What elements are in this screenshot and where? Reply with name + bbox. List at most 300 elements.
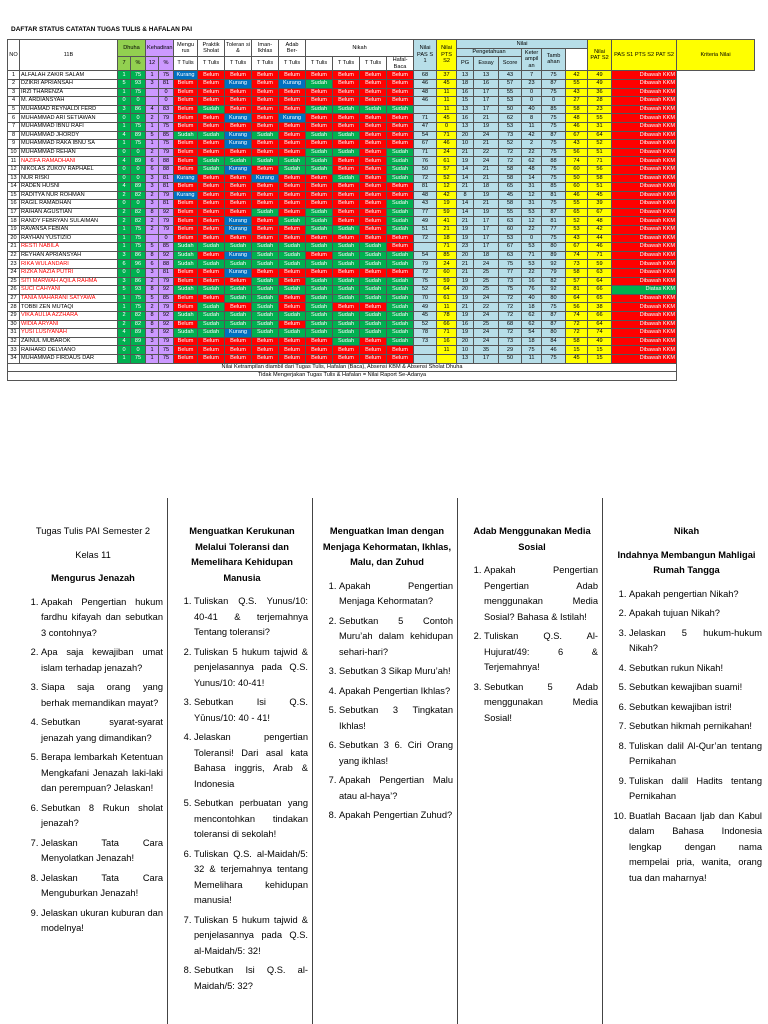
question-item: 8. Apakah Pengertian Zuhud? — [339, 808, 453, 824]
dhuha-pct: 93 — [131, 79, 146, 88]
kriteria-nilai: Dibawah KKM — [612, 260, 677, 269]
adab-header: Adab Ber- — [279, 40, 306, 57]
nilai-total: 39 — [588, 200, 612, 209]
status-badge: Sudah — [279, 286, 306, 295]
row-number: 14 — [8, 183, 20, 192]
status-badge: Sudah — [333, 286, 360, 295]
class-header: 11B — [20, 40, 118, 71]
kriteria-nilai: Dibawah KKM — [612, 148, 677, 157]
student-name: RADITYA NUR ROHMAN — [20, 191, 118, 200]
nilai-pg: 13 — [457, 105, 474, 114]
nilai-pas: 72 — [414, 174, 437, 183]
nilai-keterampilan: 31 — [522, 200, 542, 209]
status-badge: Belum — [279, 337, 306, 346]
dhuha-count: 1 — [118, 303, 131, 312]
table-row — [8, 200, 755, 209]
dhuha-pct: 75 — [131, 294, 146, 303]
nilai-pts: 0 — [437, 122, 457, 131]
status-badge: Sudah — [360, 260, 387, 269]
student-name: MUHAMMAD JHORDY — [20, 131, 118, 140]
nilai-pts: 19 — [437, 200, 457, 209]
nilai-keterampilan: 22 — [522, 148, 542, 157]
status-badge: Sudah — [387, 329, 414, 338]
status-badge: Sudah — [387, 294, 414, 303]
nilai-pts: 37 — [437, 71, 457, 80]
status-badge: Sudah — [333, 329, 360, 338]
status-badge: Belum — [198, 269, 225, 278]
dhuha-count: 2 — [118, 191, 131, 200]
kehadiran-count: 1 — [146, 354, 159, 363]
kehadiran-pct: 88 — [159, 157, 174, 166]
nilai-tambahan: 87 — [542, 79, 566, 88]
nilai-keterampilan: 54 — [522, 329, 542, 338]
keterampilan-header: Keter ampil an — [522, 48, 542, 71]
status-badge: Belum — [333, 122, 360, 131]
status-badge: Belum — [360, 71, 387, 80]
status-badge: Sudah — [360, 277, 387, 286]
status-badge: Belum — [225, 71, 252, 80]
kehadiran-pct: 79 — [159, 217, 174, 226]
nilai-pas: 71 — [414, 148, 437, 157]
status-badge: Sudah — [252, 277, 279, 286]
status-badge: Belum — [198, 234, 225, 243]
table-row — [8, 122, 755, 131]
nilai-tambahan: 82 — [542, 277, 566, 286]
dhuha-pct: 89 — [131, 329, 146, 338]
status-badge: Sudah — [306, 277, 333, 286]
nilai-pts: 21 — [437, 226, 457, 235]
status-badge: Belum — [174, 97, 198, 106]
nilai-header: Nilai — [457, 40, 588, 49]
student-name: M. ARDIANSYAH — [20, 97, 118, 106]
question-list — [466, 563, 598, 726]
row-number: 18 — [8, 217, 20, 226]
dhuha-count: 4 — [118, 329, 131, 338]
nilai-pat: 56 — [566, 148, 588, 157]
row-number: 22 — [8, 251, 20, 260]
nilai-pat: 58 — [566, 269, 588, 278]
status-badge: Sudah — [333, 320, 360, 329]
nilai-pg: 19 — [457, 157, 474, 166]
kehadiran-count: 2 — [146, 148, 159, 157]
table-body — [8, 71, 755, 363]
status-badge: Belum — [225, 234, 252, 243]
kehadiran-count: 8 — [146, 312, 159, 321]
status-badge: Belum — [279, 320, 306, 329]
nilai-pts: 71 — [437, 243, 457, 252]
status-badge: Sudah — [174, 329, 198, 338]
table-row — [8, 251, 755, 260]
dhuha-pct: 82 — [131, 312, 146, 321]
status-badge: Belum — [198, 88, 225, 97]
status-badge: Belum — [252, 226, 279, 235]
kehadiran-pct: 75 — [159, 71, 174, 80]
nilai-score: 52 — [499, 140, 522, 149]
ttulis-header: T Tulis — [333, 57, 360, 71]
status-badge: Belum — [225, 200, 252, 209]
table-row — [8, 277, 755, 286]
student-name: TANIA MAHARANI SATYAWA — [20, 294, 118, 303]
nilai-pas: 76 — [414, 157, 437, 166]
student-name: MUHAMMAD RAKA IBNU SA — [20, 140, 118, 149]
question-item: 5. Sebutkan kewajiban suami! — [629, 680, 762, 696]
question-item: 6. Sebutkan 8 Rukun sholat jenazah? — [41, 801, 163, 832]
dhuha-count: 0 — [118, 200, 131, 209]
dhuha-count: 1 — [118, 226, 131, 235]
status-badge: Sudah — [174, 131, 198, 140]
nilai-tambahan: 75 — [542, 174, 566, 183]
nilai-pas: 50 — [414, 165, 437, 174]
nilai-pg: 21 — [457, 217, 474, 226]
status-badge: Belum — [252, 269, 279, 278]
status-badge: Belum — [279, 71, 306, 80]
kriteria-nilai: Dibawah KKM — [612, 303, 677, 312]
kehadiran-count-header: 12 — [146, 57, 159, 71]
status-badge: Sudah — [198, 165, 225, 174]
status-badge: Belum — [225, 122, 252, 131]
nilai-pts: 52 — [437, 174, 457, 183]
nilai-pas: 45 — [414, 312, 437, 321]
nilai-total: 66 — [588, 286, 612, 295]
status-badge: Belum — [279, 354, 306, 363]
status-badge: Sudah — [387, 174, 414, 183]
status-badge: Belum — [174, 269, 198, 278]
iman-header: Iman- Ikhlas — [252, 40, 279, 57]
nilai-pat: 58 — [566, 105, 588, 114]
nilai-pat: 64 — [566, 294, 588, 303]
nilai-essay: 13 — [474, 71, 499, 80]
nilai-tambahan: 92 — [542, 260, 566, 269]
nilai-pg: 20 — [457, 251, 474, 260]
status-badge: Sudah — [387, 312, 414, 321]
nilai-pts: 71 — [437, 329, 457, 338]
nilai-pas — [414, 243, 437, 252]
status-badge: Kurang — [174, 191, 198, 200]
dhuha-count: 4 — [118, 337, 131, 346]
nilai-tambahan: 46 — [542, 346, 566, 355]
kriteria-nilai: Dibawah KKM — [612, 234, 677, 243]
status-badge: Belum — [225, 277, 252, 286]
status-badge: Sudah — [252, 208, 279, 217]
status-badge: Sudah — [387, 320, 414, 329]
status-badge: Belum — [279, 208, 306, 217]
status-badge: Sudah — [333, 105, 360, 114]
kehadiran-pct: 92 — [159, 312, 174, 321]
kehadiran-count: 8 — [146, 208, 159, 217]
nilai-pat: 43 — [566, 140, 588, 149]
status-badge: Belum — [252, 183, 279, 192]
dhuha-pct: 75 — [131, 234, 146, 243]
nilai-pas: 46 — [414, 97, 437, 106]
status-badge: Belum — [387, 131, 414, 140]
kriteria-nilai: Dibawah KKM — [612, 226, 677, 235]
status-badge: Sudah — [306, 131, 333, 140]
class-label: Kelas 11 — [75, 549, 111, 560]
status-badge: Sudah — [198, 131, 225, 140]
status-badge: Belum — [387, 122, 414, 131]
question-item: 4. Jelaskan pengertian Toleransi! Dari asal kata Bahasa inggris, Arab & Indonesia — [194, 730, 308, 792]
status-badge: Belum — [198, 148, 225, 157]
status-badge: Sudah — [306, 226, 333, 235]
status-badge: Belum — [174, 303, 198, 312]
nilai-pas: 51 — [414, 226, 437, 235]
status-badge: Sudah — [306, 329, 333, 338]
nilai-pat: 73 — [566, 260, 588, 269]
nilai-pts: 46 — [437, 140, 457, 149]
kehadiran-pct: 92 — [159, 251, 174, 260]
kehadiran-count: 1 — [146, 122, 159, 131]
column-mengurus-jenazah — [15, 498, 167, 1024]
dhuha-pct: 0 — [131, 114, 146, 123]
question-item: 5. Sebutkan 3 Tingkatan Ikhlas! — [339, 703, 453, 734]
nilai-pat: 58 — [566, 337, 588, 346]
status-badge: Sudah — [387, 157, 414, 166]
status-badge: Sudah — [279, 157, 306, 166]
status-badge: Belum — [306, 354, 333, 363]
dhuha-count: 0 — [118, 97, 131, 106]
status-badge: Kurang — [279, 114, 306, 123]
nilai-pg: 13 — [457, 71, 474, 80]
status-badge: Belum — [252, 200, 279, 209]
status-badge: Sudah — [360, 320, 387, 329]
nilai-pas: 67 — [414, 140, 437, 149]
nilai-pg: 19 — [457, 277, 474, 286]
nilai-pas: 49 — [414, 303, 437, 312]
nilai-score: 60 — [499, 226, 522, 235]
nilai-total: 64 — [588, 131, 612, 140]
kriteria-nilai: Dibawah KKM — [612, 269, 677, 278]
dhuha-count: 5 — [118, 79, 131, 88]
status-badge: Belum — [333, 217, 360, 226]
status-badge: Belum — [333, 269, 360, 278]
nilai-tambahan: 75 — [542, 165, 566, 174]
status-badge: Belum — [198, 251, 225, 260]
nilai-pat: 53 — [566, 226, 588, 235]
nilai-pts: 66 — [437, 320, 457, 329]
status-badge: Sudah — [387, 251, 414, 260]
question-item: 9. Tuliskan dalil Hadits tentang Pernikahan — [629, 774, 762, 805]
kriteria-nilai: Dibawah KKM — [612, 354, 677, 363]
status-badge: Sudah — [279, 165, 306, 174]
row-number: 10 — [8, 148, 20, 157]
status-badge: Sudah — [198, 157, 225, 166]
question-item: 2. Tuliskan 5 hukum tajwid & penjelasannya pada Q.S. Yunus/10: 40-41! — [194, 645, 308, 692]
student-name: MUHAMAD REYNALDI FERD — [20, 105, 118, 114]
nilai-pg: 13 — [457, 354, 474, 363]
status-badge: Belum — [225, 303, 252, 312]
status-badge: Sudah — [333, 312, 360, 321]
student-name: YUSI LUSIYANAH — [20, 329, 118, 338]
kehadiran-pct: 92 — [159, 286, 174, 295]
dhuha-pct: 0 — [131, 97, 146, 106]
nilai-pg: 19 — [457, 226, 474, 235]
nilai-essay: 21 — [474, 114, 499, 123]
footnote-ketrampilan: Nilai Ketrampilan diambil dari Tugas Tulis, Hafalan (Baca), Absensi KBM & Absensi Sholat Dhuha — [8, 363, 677, 372]
status-badge: Belum — [174, 217, 198, 226]
nilai-pts: 59 — [437, 208, 457, 217]
status-badge: Sudah — [279, 329, 306, 338]
dhuha-pct: 0 — [131, 269, 146, 278]
dhuha-count: 1 — [118, 354, 131, 363]
nilai-score: 72 — [499, 329, 522, 338]
table-row — [8, 337, 755, 346]
dhuha-count: 0 — [118, 114, 131, 123]
dhuha-count: 1 — [118, 294, 131, 303]
status-badge: Sudah — [360, 251, 387, 260]
status-badge: Sudah — [174, 286, 198, 295]
status-badge: Belum — [252, 346, 279, 355]
status-badge: Kurang — [225, 329, 252, 338]
nilai-keterampilan: 53 — [522, 208, 542, 217]
kriteria-nilai: Dibawah KKM — [612, 329, 677, 338]
status-badge: Sudah — [252, 312, 279, 321]
status-badge: Belum — [360, 140, 387, 149]
row-number: 23 — [8, 260, 20, 269]
status-badge: Belum — [174, 226, 198, 235]
kehadiran-count: 3 — [146, 79, 159, 88]
status-badge: Belum — [360, 346, 387, 355]
ttulis-header: T Tulis — [252, 57, 279, 71]
kriteria-nilai: Dibawah KKM — [612, 131, 677, 140]
nilai-pg: 14 — [457, 208, 474, 217]
kehadiran-pct: 79 — [159, 191, 174, 200]
nilai-pas: 75 — [414, 277, 437, 286]
status-badge: Sudah — [306, 148, 333, 157]
nilai-essay: 24 — [474, 260, 499, 269]
status-badge: Belum — [252, 217, 279, 226]
table-row — [8, 140, 755, 149]
nilai-pas: 72 — [414, 269, 437, 278]
nilai-pg: 19 — [457, 234, 474, 243]
student-name: MUHAMMAD REHAN — [20, 148, 118, 157]
kehadiran-count: 6 — [146, 165, 159, 174]
status-badge: Sudah — [333, 277, 360, 286]
dhuha-pct: 75 — [131, 303, 146, 312]
dhuha-count-header: 7 — [118, 57, 131, 71]
nilai-essay: 24 — [474, 157, 499, 166]
nilai-pas: 71 — [414, 114, 437, 123]
question-item: 2. Apakah tujuan Nikah? — [629, 606, 762, 622]
toleransi-header: Toleran si & — [225, 40, 252, 57]
row-number: 30 — [8, 320, 20, 329]
status-badge: Belum — [306, 337, 333, 346]
student-name: DZIKRI APRIANSAH — [20, 79, 118, 88]
pengetahuan-header: Pengetahuan — [457, 48, 522, 57]
nilai-pts: 16 — [437, 337, 457, 346]
dhuha-count: 1 — [118, 243, 131, 252]
question-item: 6. Tuliskan Q.S. al-Maidah/5: 32 & terjemahnya tentang Memelihara kehidupan manusia! — [194, 847, 308, 909]
kriteria-nilai: Dibawah KKM — [612, 140, 677, 149]
nilai-pat: 52 — [566, 217, 588, 226]
status-badge: Belum — [333, 97, 360, 106]
nilai-essay: 21 — [474, 200, 499, 209]
nilai-pas: 43 — [414, 200, 437, 209]
status-badge: Belum — [306, 97, 333, 106]
status-badge: Belum — [174, 234, 198, 243]
nilai-tambahan: 87 — [542, 208, 566, 217]
nilai-pg: 13 — [457, 122, 474, 131]
column-adab-media — [457, 498, 602, 1024]
kehadiran-pct: 85 — [159, 243, 174, 252]
dhuha-pct: 75 — [131, 71, 146, 80]
ttulis-header: T Tulis — [279, 57, 306, 71]
nilai-pg: 16 — [457, 320, 474, 329]
nilai-essay: 25 — [474, 320, 499, 329]
nilai-total: 64 — [588, 277, 612, 286]
question-item: 10. Buatlah Bacaan Ijab dan Kabul dalam Bahasa Indonesia lengkap dengan nama mempelai pria, wanita, orang tua dan maharnya! — [629, 809, 762, 887]
status-badge: Belum — [174, 105, 198, 114]
status-badge: Belum — [279, 88, 306, 97]
kehadiran-count: 1 — [146, 346, 159, 355]
row-number: 21 — [8, 243, 20, 252]
nilai-pat: 45 — [566, 354, 588, 363]
nilai-keterampilan: 42 — [522, 131, 542, 140]
nilai-pas: 54 — [414, 251, 437, 260]
status-badge: Sudah — [333, 243, 360, 252]
dhuha-count: 1 — [118, 88, 131, 97]
status-badge: Belum — [387, 346, 414, 355]
table-row — [8, 105, 755, 114]
kehadiran-count: 2 — [146, 114, 159, 123]
kriteria-nilai: Dibawah KKM — [612, 251, 677, 260]
dhuha-pct: 0 — [131, 200, 146, 209]
dhuha-count: 0 — [118, 269, 131, 278]
status-badge: Sudah — [252, 243, 279, 252]
status-badge: Sudah — [387, 105, 414, 114]
nilai-score: 62 — [499, 114, 522, 123]
status-badge: Belum — [306, 88, 333, 97]
kehadiran-count: 1 — [146, 140, 159, 149]
question-item: 5. Sebutkan perbuatan yang mencontohkan tindakan toleransi di sekolah! — [194, 796, 308, 843]
status-badge: Belum — [333, 79, 360, 88]
question-item: 8. Sebutkan Isi Q.S. al-Maidah/5: 32? — [194, 963, 308, 994]
kehadiran-pct: 79 — [159, 114, 174, 123]
nilai-total: 23 — [588, 105, 612, 114]
status-badge: Belum — [252, 114, 279, 123]
status-badge: Kurang — [225, 217, 252, 226]
student-name: RAVANSA FEBIAN — [20, 226, 118, 235]
kriteria-nilai: Dibawah KKM — [612, 191, 677, 200]
status-badge: Belum — [333, 234, 360, 243]
nilai-essay: 25 — [474, 269, 499, 278]
row-number: 25 — [8, 277, 20, 286]
status-badge: Belum — [174, 88, 198, 97]
nilai-total: 65 — [588, 294, 612, 303]
status-badge: Sudah — [333, 226, 360, 235]
question-list — [23, 595, 163, 937]
kehadiran-count: 3 — [146, 183, 159, 192]
status-badge: Kurang — [225, 269, 252, 278]
dhuha-count: 1 — [118, 234, 131, 243]
dhuha-count: 0 — [118, 174, 131, 183]
nilai-pts: 42 — [437, 191, 457, 200]
status-badge: Belum — [174, 277, 198, 286]
kriteria-nilai: Dibawah KKM — [612, 217, 677, 226]
nilai-pas: 48 — [414, 191, 437, 200]
kehadiran-count: 3 — [146, 269, 159, 278]
row-number: 26 — [8, 286, 20, 295]
dhuha-pct: 82 — [131, 217, 146, 226]
status-badge: Belum — [333, 191, 360, 200]
kehadiran-count: 5 — [146, 294, 159, 303]
status-badge: Belum — [360, 303, 387, 312]
status-badge: Sudah — [225, 320, 252, 329]
nilai-tambahan: 75 — [542, 303, 566, 312]
nilai-score: 58 — [499, 165, 522, 174]
status-badge: Sudah — [252, 260, 279, 269]
nilai-tambahan: 79 — [542, 269, 566, 278]
dhuha-count: 0 — [118, 165, 131, 174]
